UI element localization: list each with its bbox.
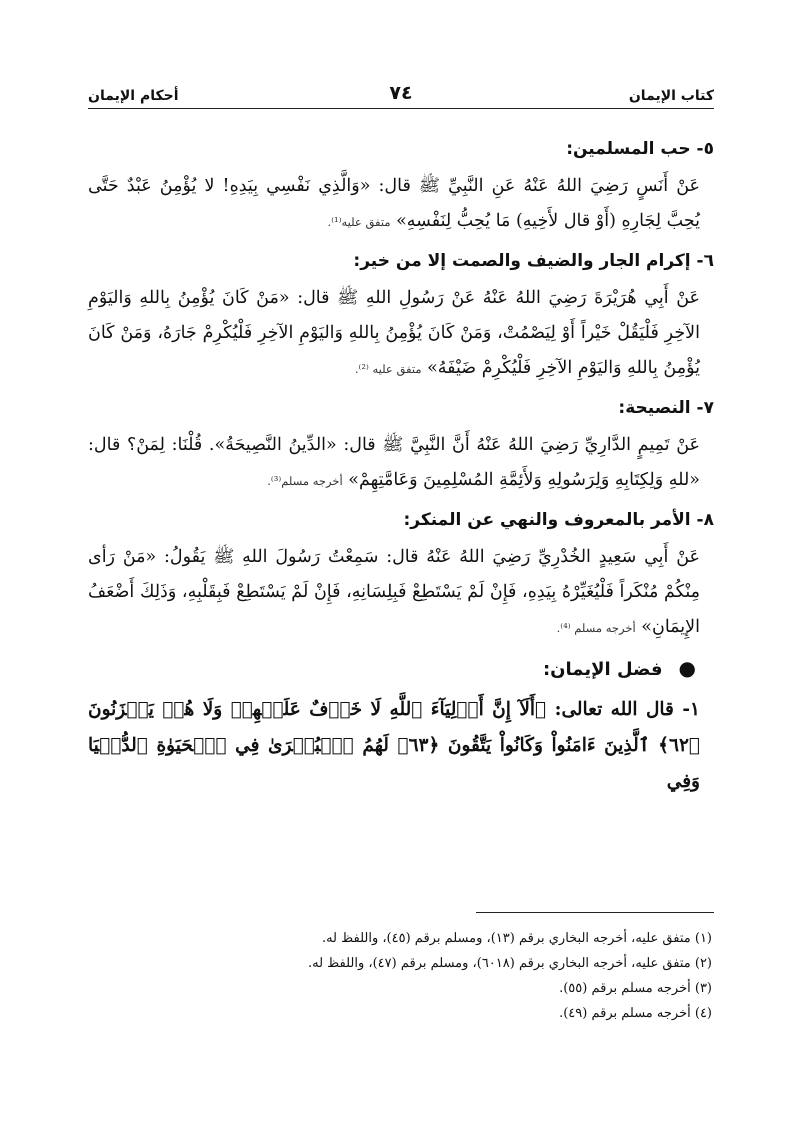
- section-heading-6: ٦- إكرام الجار والضيف والصمت إلا من خير:: [353, 251, 714, 271]
- header-chapter-title: أحكام الإيمان: [88, 88, 179, 104]
- hadith-text: عَنْ تَمِيمٍ الدَّارِيِّ رَضِيَ اللهُ عَنْهُ أَنَّ النَّبِيَّ ﷺ قال: «الدِّينُ النَّصِيحَةُ». قُلْنَا: لِمَنْ؟ قال: «للهِ وَلِكِتَابِهِ وَلِرَسُولِهِ وَلأَئِمَّةِ المُسْلِمِينَ وَعَامَّتِهِمْ»: [88, 435, 700, 490]
- hadith-paragraph-6: [88, 281, 714, 387]
- running-header: [88, 78, 714, 104]
- quran-verse-text: ﴿أَلَآ إِنَّ أَوۡلِيَآءَ ٱللَّهِ لَا خَوۡفٌ عَلَيۡهِمۡ وَلَا هُمۡ يَحۡزَنُونَ ﴿٦٢﴾ ٱلَّذِينَ ءَامَنُواْ وَكَانُواْ يَتَّقُونَ ﴿٦٣﴾ لَهُمُ ٱلۡبُشۡرَىٰ فِي ٱلۡحَيَوٰةِ ٱلدُّنۡيَا وَفِي: [88, 699, 700, 792]
- page-number: ٧٤: [389, 82, 413, 104]
- section-heading-5: ٥- حب المسلمين:: [566, 139, 714, 159]
- hadith-reference: أخرجه مسلم ⁽⁴⁾.: [556, 621, 636, 635]
- bullet-heading: [88, 650, 714, 688]
- footnote-4: (٤) أخرجه مسلم برقم (٤٩).: [559, 1006, 712, 1021]
- footnotes: [88, 926, 714, 1026]
- hadith-reference: أخرجه مسلم⁽³⁾.: [267, 474, 343, 488]
- bullet-icon: ●: [678, 656, 696, 680]
- header-divider: [88, 108, 714, 109]
- main-text: [88, 128, 714, 804]
- hadith-reference: متفق عليه⁽¹⁾.: [327, 215, 391, 229]
- hadith-text: عَنْ أَبِي هُرَيْرَةَ رَضِيَ اللهُ عَنْهُ عَنْ رَسُولِ اللهِ ﷺ قال: «مَنْ كَانَ يُؤْمِنُ بِاللهِ وَاليَوْمِ الآخِرِ فَلْيَقُلْ خَيْراً أَوْ لِيَصْمُتْ، وَمَنْ كَانَ يُؤْمِنُ بِاللهِ وَاليَوْمِ الآخِرِ فَلْيُكْرِمْ جَارَهُ، وَمَنْ كَانَ يُؤْمِنُ بِاللهِ وَاليَوْمِ الآخِرِ فَلْيُكْرِمْ ضَيْفَهُ»: [88, 288, 700, 378]
- hadith-text: عَنْ أَبِي سَعِيدٍ الخُدْرِيِّ رَضِيَ اللهُ عَنْهُ قال: سَمِعْتُ رَسُولَ اللهِ ﷺ يَقُولُ: «مَنْ رَأى مِنْكُمْ مُنْكَراً فَلْيُغَيِّرْهُ بِيَدِهِ، فَإِنْ لَمْ يَسْتَطِعْ فَبِلِسَانِهِ، فَإِنْ لَمْ يَسْتَطِعْ فَبِقَلْبِهِ، وَذَلِكَ أَضْعَفُ الإِيمَانِ»: [88, 547, 700, 637]
- section-heading-7: ٧- النصيحة:: [618, 398, 714, 418]
- footnote-2: (٢) متفق عليه، أخرجه البخاري برقم (٦٠١٨)، ومسلم برقم (٤٧)، واللفظ له.: [307, 956, 712, 971]
- header-book-title: كتاب الإيمان: [628, 88, 714, 104]
- verse-paragraph: [88, 692, 714, 800]
- hadith-paragraph-7: [88, 428, 714, 499]
- footnote-3: (٣) أخرجه مسلم برقم (٥٥).: [559, 981, 712, 996]
- hadith-reference: متفق عليه ⁽²⁾.: [354, 362, 422, 376]
- hadith-paragraph-5: [88, 169, 714, 240]
- hadith-text: عَنْ أَنَسٍ رَضِيَ اللهُ عَنْهُ عَنِ النَّبِيِّ ﷺ قال: «وَالَّذِي نَفْسِي بِيَدِهِ! لا يُؤْمِنُ عَبْدٌ حَتَّى يُحِبَّ لِجَارِهِ (أَوْ قال لأَخِيهِ) مَا يُحِبُّ لِنَفْسِهِ»: [88, 176, 700, 231]
- bullet-heading-text: فضل الإيمان:: [542, 659, 663, 680]
- verse-intro: ١- قال الله تعالى:: [554, 699, 700, 720]
- footnote-1: (١) متفق عليه، أخرجه البخاري برقم (١٣)، ومسلم برقم (٤٥)، واللفظ له.: [321, 931, 712, 946]
- hadith-paragraph-8: [88, 540, 714, 646]
- footnote-divider: [476, 912, 714, 913]
- section-heading-8: ٨- الأمر بالمعروف والنهي عن المنكر:: [403, 510, 714, 530]
